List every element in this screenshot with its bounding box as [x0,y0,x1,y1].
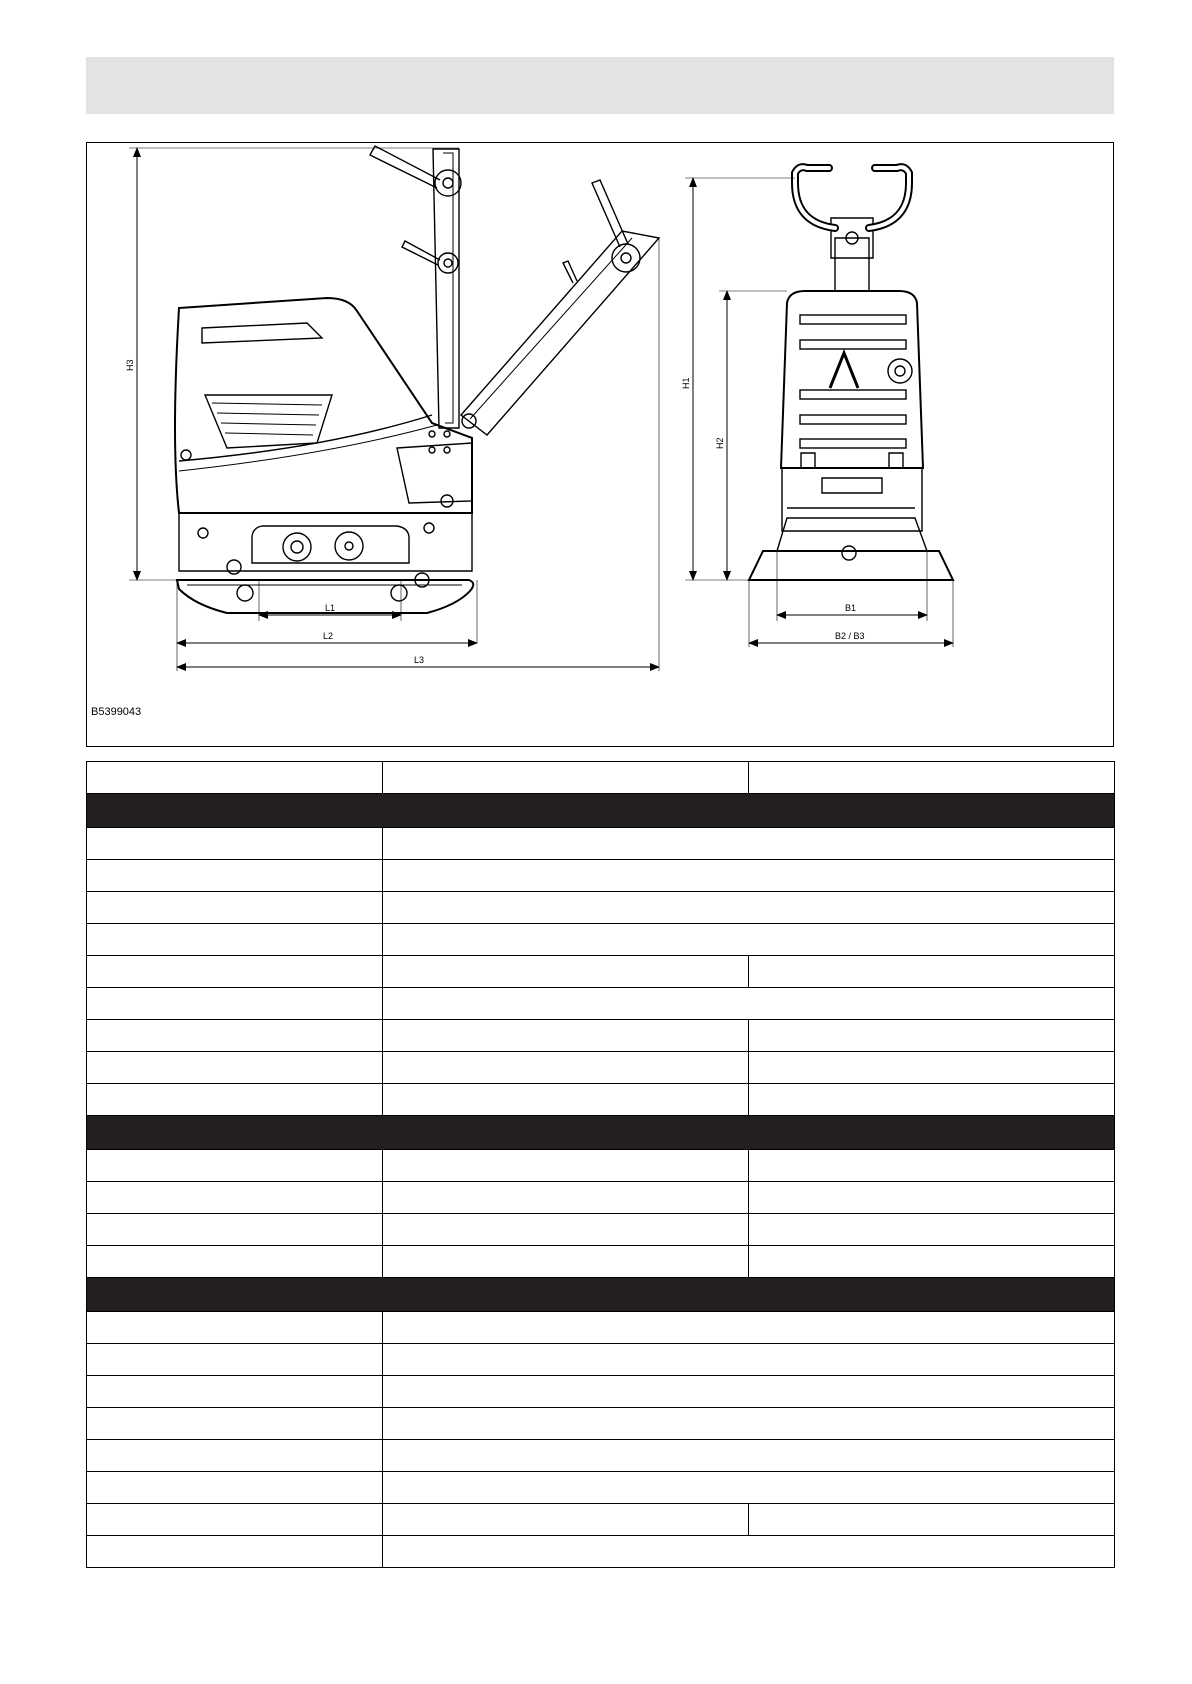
table-cell [749,1052,1115,1084]
table-cell [383,1150,749,1182]
table-row [87,762,1115,794]
table-row [87,1052,1115,1084]
table-row [87,1084,1115,1116]
table-cell [383,1440,1115,1472]
table-cell [749,956,1115,988]
header-bar [86,57,1114,114]
table-row [87,892,1115,924]
table-row [87,1440,1115,1472]
table-cell [383,1312,1115,1344]
table-row [87,1214,1115,1246]
table-cell [383,1408,1115,1440]
table-cell [383,1536,1115,1568]
table-cell [87,988,383,1020]
table-cell [749,1020,1115,1052]
table-cell [749,1246,1115,1278]
dim-label-h3: H3 [125,359,135,371]
table-cell [87,1376,383,1408]
machine-drawing-svg [87,143,1113,746]
table-cell [383,924,1115,956]
table-row [87,1408,1115,1440]
dim-label-l1: L1 [325,603,336,613]
table-cell [87,860,383,892]
table-cell [87,762,383,794]
table-cell [87,1020,383,1052]
table-cell [87,1440,383,1472]
table-section-row [87,794,1115,828]
table-cell [749,1150,1115,1182]
table-cell [87,956,383,988]
table-cell [87,1312,383,1344]
table-cell [383,1052,749,1084]
dim-label-l3: L3 [414,655,425,665]
table-cell [749,1504,1115,1536]
dim-label-h2: H2 [715,437,725,449]
table-cell [87,1116,1115,1150]
table-cell [383,860,1115,892]
table-cell [87,892,383,924]
table-cell [383,1182,749,1214]
table-cell [87,1278,1115,1312]
table-row [87,1504,1115,1536]
table-row [87,1150,1115,1182]
table-cell [383,1504,749,1536]
table-row [87,828,1115,860]
table-cell [383,1084,749,1116]
table-cell [383,1246,749,1278]
table-cell [87,1536,383,1568]
table-row [87,1344,1115,1376]
dim-label-b1: B1 [845,603,857,613]
table-row [87,1246,1115,1278]
technical-drawing [86,142,1114,747]
figure-id: B5399043 [91,706,142,718]
table-row [87,988,1115,1020]
dim-label-l2: L2 [323,631,334,641]
table-row [87,1312,1115,1344]
spec-table [86,761,1115,1568]
table-cell [749,1084,1115,1116]
table-cell [749,762,1115,794]
table-cell [87,924,383,956]
table-cell [749,1182,1115,1214]
table-row [87,1472,1115,1504]
table-cell [87,1182,383,1214]
table-cell [87,1344,383,1376]
front-view [749,167,953,580]
table-cell [87,1504,383,1536]
table-cell [749,1214,1115,1246]
table-cell [87,1472,383,1504]
dim-label-b2-b3: B2 / B3 [835,631,865,641]
table-cell [383,1376,1115,1408]
table-cell [383,1020,749,1052]
table-row [87,1182,1115,1214]
table-cell [383,988,1115,1020]
table-cell [87,1084,383,1116]
table-cell [87,828,383,860]
table-cell [383,1472,1115,1504]
table-cell [383,762,749,794]
side-view [175,146,659,613]
table-row [87,924,1115,956]
table-row [87,1376,1115,1408]
table-row [87,860,1115,892]
table-cell [383,1214,749,1246]
table-cell [383,956,749,988]
table-cell [87,794,1115,828]
table-cell [87,1052,383,1084]
table-cell [383,828,1115,860]
table-cell [383,892,1115,924]
dim-label-h1: H1 [681,377,691,389]
table-cell [87,1214,383,1246]
table-row [87,1536,1115,1568]
table-section-row [87,1278,1115,1312]
table-cell [87,1150,383,1182]
table-row [87,956,1115,988]
table-cell [87,1408,383,1440]
table-cell [87,1246,383,1278]
table-cell [383,1344,1115,1376]
table-row [87,1020,1115,1052]
table-section-row [87,1116,1115,1150]
